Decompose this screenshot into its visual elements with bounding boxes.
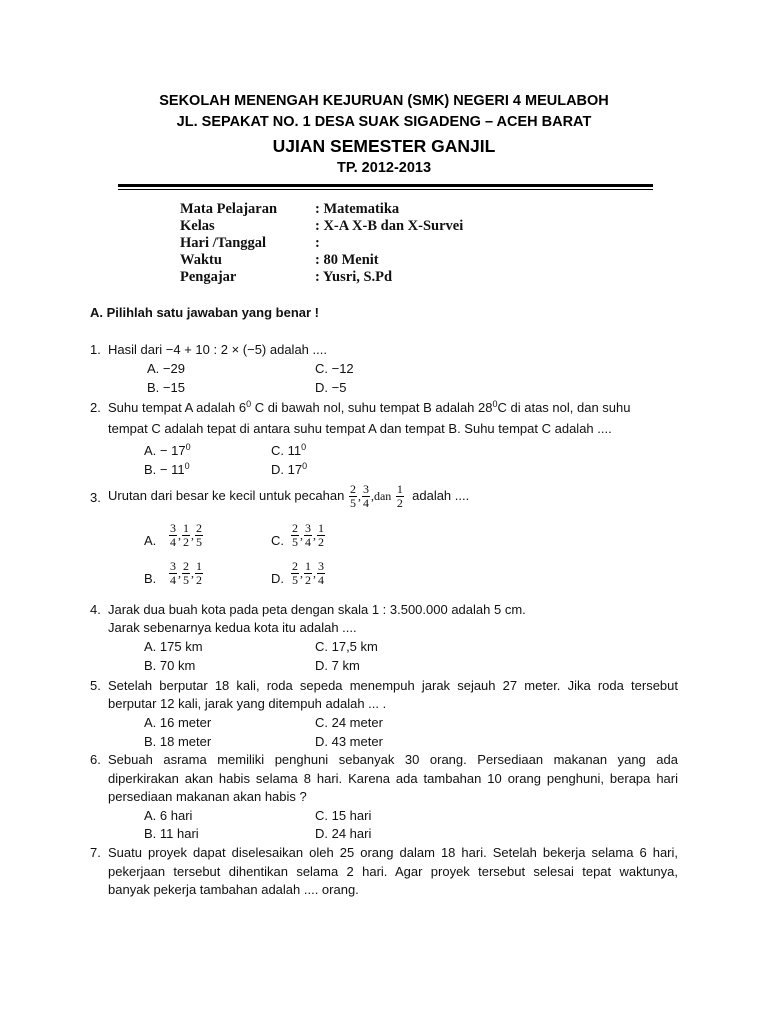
question-text-line: banyak pekerja tambahan adalah .... orang.: [108, 882, 359, 897]
option-c: C. 24 meter: [315, 715, 383, 730]
option-c: $\frac{2}{5}$ , $\frac{3}{4}$ , $\frac{1}{2}$: [292, 521, 324, 549]
degree-sup: 0: [301, 442, 307, 452]
degree-sup: 0: [185, 442, 191, 452]
info-label: Kelas: [180, 218, 215, 234]
question-text-line: Jarak sebenarnya kedua kota itu adalah ....: [108, 620, 357, 635]
header-rule-thick: [118, 184, 653, 187]
info-label: Mata Pelajaran: [180, 201, 278, 217]
degree-sup: 0: [184, 461, 190, 471]
text-segment: adalah ....: [412, 487, 470, 503]
question-number: 3.: [90, 490, 101, 505]
denominator: 2: [396, 496, 403, 510]
degree-sup: 0: [492, 399, 498, 409]
fraction: [349, 483, 357, 510]
degree-sup: 0: [302, 461, 308, 471]
info-label: Hari /Tanggal: [180, 235, 267, 251]
question-number: 6.: [90, 752, 101, 767]
info-value: :: [315, 235, 320, 251]
numerator: 1: [396, 482, 403, 496]
question-number: 4.: [90, 602, 101, 617]
question-text: [108, 483, 469, 510]
section-instruction: A. Pilihlah satu jawaban yang benar !: [90, 305, 319, 320]
question-text: [108, 752, 678, 767]
option-text: A. − 17: [144, 443, 186, 458]
option-c: C. 17,5 km: [315, 639, 378, 654]
option-d: D. 43 meter: [315, 734, 383, 749]
option-c-label: C.: [271, 533, 284, 548]
question-text: [108, 845, 678, 860]
option-a: A. 175 km: [144, 639, 203, 654]
option-text: B. − 11: [144, 462, 185, 477]
school-address: JL. SEPAKAT NO. 1 DESA SUAK SIGADENG – ACEH BARAT: [176, 114, 592, 130]
question-text: Hasil dari −4 + 10 : 2 × (−5) adalah ....: [108, 342, 327, 357]
option-c: C. −12: [315, 361, 354, 376]
question-number: 7.: [90, 845, 101, 860]
option-b: [144, 462, 190, 477]
text-segment: Suhu tempat A adalah 6: [108, 400, 247, 415]
info-label: Waktu: [180, 252, 222, 268]
info-value: : Matematika: [315, 201, 400, 217]
question-number: 2.: [90, 400, 101, 415]
text-segment: Urutan dari besar ke kecil untuk pecahan: [108, 487, 345, 503]
exam-title: UJIAN SEMESTER GANJIL: [272, 136, 496, 156]
text-line: Suatu proyek dapat diselesaikan oleh 25 orang dalam 18 hari. Setelah bekerja selama 6 hari,: [108, 845, 678, 860]
question-text-line: [108, 771, 678, 786]
text-line: Setelah berputar 18 kali, roda sepeda menempuh jarak sejauh 27 meter. Jika roda tersebut: [108, 678, 678, 693]
fraction: [396, 483, 404, 510]
option-a: A. 16 meter: [144, 715, 212, 730]
fraction: [362, 483, 370, 510]
option-a: A. 6 hari: [144, 808, 193, 823]
separator: ,: [357, 488, 361, 503]
option-a-label: A.: [144, 533, 157, 548]
option-text: C. 11: [271, 443, 302, 458]
question-text-line: berputar 12 kali, jarak yang ditempuh adalah ... .: [108, 696, 387, 711]
option-d: D. 24 hari: [315, 826, 372, 841]
option-b: B. −15: [147, 380, 185, 395]
option-b: B. 11 hari: [144, 826, 199, 841]
question-text-line: persediaan makanan akan habis ?: [108, 789, 307, 804]
school-name: SEKOLAH MENENGAH KEJURUAN (SMK) NEGERI 4 MEULABOH: [159, 93, 609, 109]
text-segment: C di atas nol, dan suhu: [497, 400, 631, 415]
info-value: : X-A X-B dan X-Survei: [315, 218, 464, 234]
numerator: 3: [362, 482, 369, 496]
option-text: D. 17: [271, 462, 303, 477]
option-a: [144, 443, 191, 458]
question-text: [108, 400, 630, 415]
question-number: 1.: [90, 342, 101, 357]
school-year: TP. 2012-2013: [336, 160, 432, 176]
info-value: : Yusri, S.Pd: [315, 269, 393, 285]
option-c: C. 15 hari: [315, 808, 372, 823]
option-a: $\frac{3}{4}$ , $\frac{1}{2}$ , $\frac{2}{5}$: [170, 521, 202, 549]
question-number: 5.: [90, 678, 101, 693]
option-b: $\frac{3}{4}$ , $\frac{2}{5}$ , $\frac{1}{2}$: [170, 559, 202, 587]
text-line: pekerjaan tersebut dihentikan selama 2 hari. Agar proyek tersebut selesai tepat waktunya,: [108, 864, 678, 879]
info-label: Pengajar: [180, 269, 237, 285]
option-d: D. 7 km: [315, 658, 360, 673]
option-b: B. 70 km: [144, 658, 196, 673]
option-a: A. −29: [147, 361, 185, 376]
degree-sup: 0: [246, 399, 252, 409]
option-c: [271, 443, 306, 458]
denominator: 4: [362, 496, 369, 510]
denominator: 5: [349, 496, 356, 510]
question-text-line: [108, 864, 678, 879]
info-value: : 80 Menit: [315, 252, 379, 268]
option-d: [271, 462, 307, 477]
option-b: B. 18 meter: [144, 734, 212, 749]
question-text: [108, 678, 678, 693]
numerator: 2: [349, 482, 356, 496]
text-line: Sebuah asrama memiliki penghuni sebanyak 30 orang. Persediaan makanan yang ada: [108, 752, 678, 767]
text-line: diperkirakan akan habis selama 8 hari. Karena ada tambahan 10 orang penghuni, berapa hari: [108, 771, 678, 786]
question-text: Jarak dua buah kota pada peta dengan skala 1 : 3.500.000 adalah 5 cm.: [108, 602, 526, 617]
text-segment: C di bawah nol, suhu tempat B adalah 28: [254, 400, 493, 415]
separator: ,dan: [370, 488, 392, 503]
option-b-label: B.: [144, 571, 157, 586]
option-d: D. −5: [315, 380, 347, 395]
option-d: $\frac{2}{5}$ , $\frac{1}{2}$ , $\frac{3}{4}$: [292, 559, 324, 587]
header-rule-thin: [118, 189, 653, 190]
option-d-label: D.: [271, 571, 284, 586]
question-text-line: tempat C adalah tepat di antara suhu tempat A dan tempat B. Suhu tempat C adalah ....: [108, 421, 612, 436]
